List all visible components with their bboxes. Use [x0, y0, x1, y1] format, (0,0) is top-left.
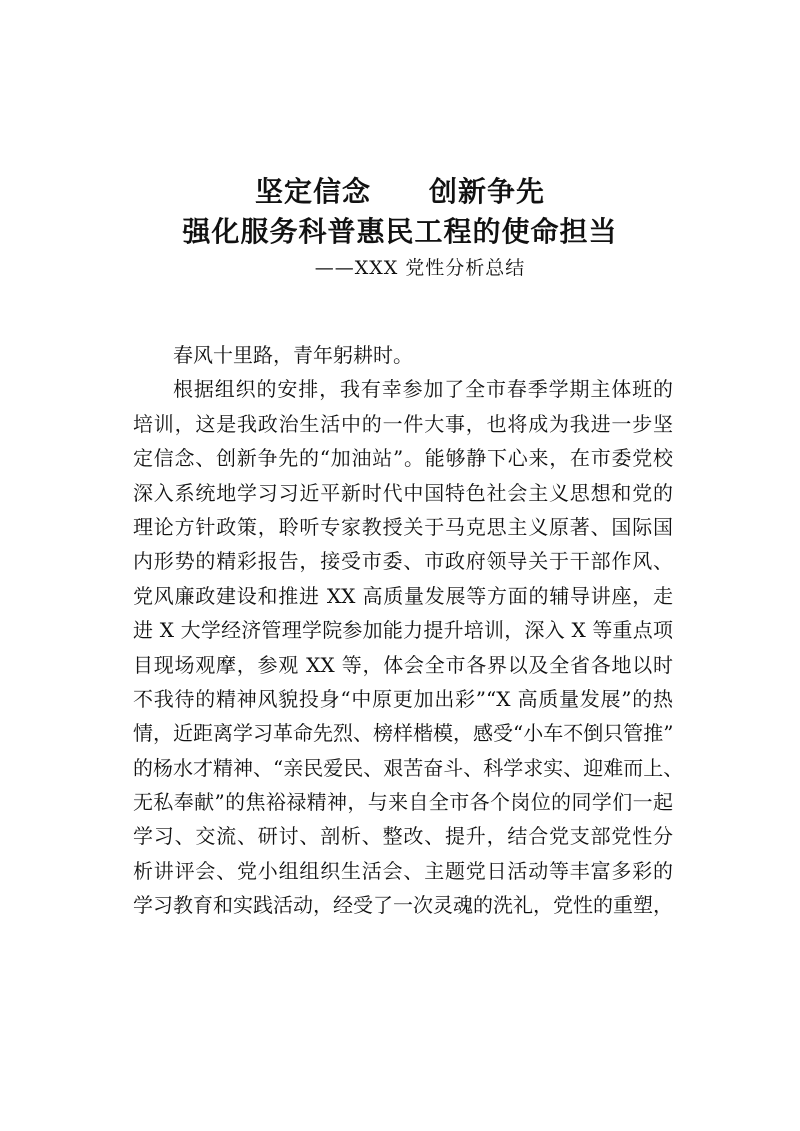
paragraph-line: 内形势的精彩报告，接受市委、市政府领导关于干部作风、: [133, 549, 673, 574]
paragraph-line: 根据组织的安排，我有幸参加了全市春季学期主体班的: [173, 377, 673, 402]
paragraph-line: 目现场观摩，参观 XX 等，体会全市各界以及全省各地以时: [133, 652, 673, 677]
paragraph-line: 不我待的精神风貌投身“中原更加出彩”“X 高质量发展”的热: [133, 686, 673, 711]
document-title-line-1: 坚定信念 创新争先: [254, 175, 545, 208]
title-block: [0, 172, 800, 282]
paragraph-line: 情，近距离学习革命先烈、榜样楷模，感受“小车不倒只管推”: [133, 721, 674, 746]
paragraph-line: 定信念、创新争先的“加油站”。能够静下心来，在市委党校: [133, 446, 673, 471]
paragraph-line: 析讲评会、党小组组织生活会、主题党日活动等丰富多彩的: [133, 858, 673, 883]
paragraph-line: 培训，这是我政治生活中的一件大事，也将成为我进一步坚: [133, 411, 673, 436]
body-text: [133, 338, 684, 923]
paragraph-line: 理论方针政策，聆听专家教授关于马克思主义原著、国际国: [133, 514, 673, 539]
paragraph-line: 学习、交流、研讨、剖析、整改、提升，结合党支部党性分: [133, 824, 673, 849]
paragraph-line: 深入系统地学习习近平新时代中国特色社会主义思想和党的: [133, 480, 673, 505]
paragraph-line: 无私奉献”的焦裕禄精神，与来自全市各个岗位的同学们一起: [133, 790, 673, 815]
paragraph-line: 党风廉政建设和推进 XX 高质量发展等方面的辅导讲座，走: [133, 583, 673, 608]
paragraph-line: 进 X 大学经济管理学院参加能力提升培训，深入 X 等重点项: [133, 618, 673, 643]
paragraph-line: 的杨水才精神、“亲民爱民、艰苦奋斗、科学求实、迎难而上、: [133, 755, 684, 780]
document-title-line-2: 强化服务科普惠民工程的使命担当: [182, 215, 618, 248]
document-subtitle: ——XXX 党性分析总结: [314, 257, 526, 279]
paragraph-line: 春风十里路，青年躬耕时。: [173, 343, 413, 367]
paragraph-line: 学习教育和实践活动，经受了一次灵魂的洗礼，党性的重塑，: [133, 893, 673, 918]
